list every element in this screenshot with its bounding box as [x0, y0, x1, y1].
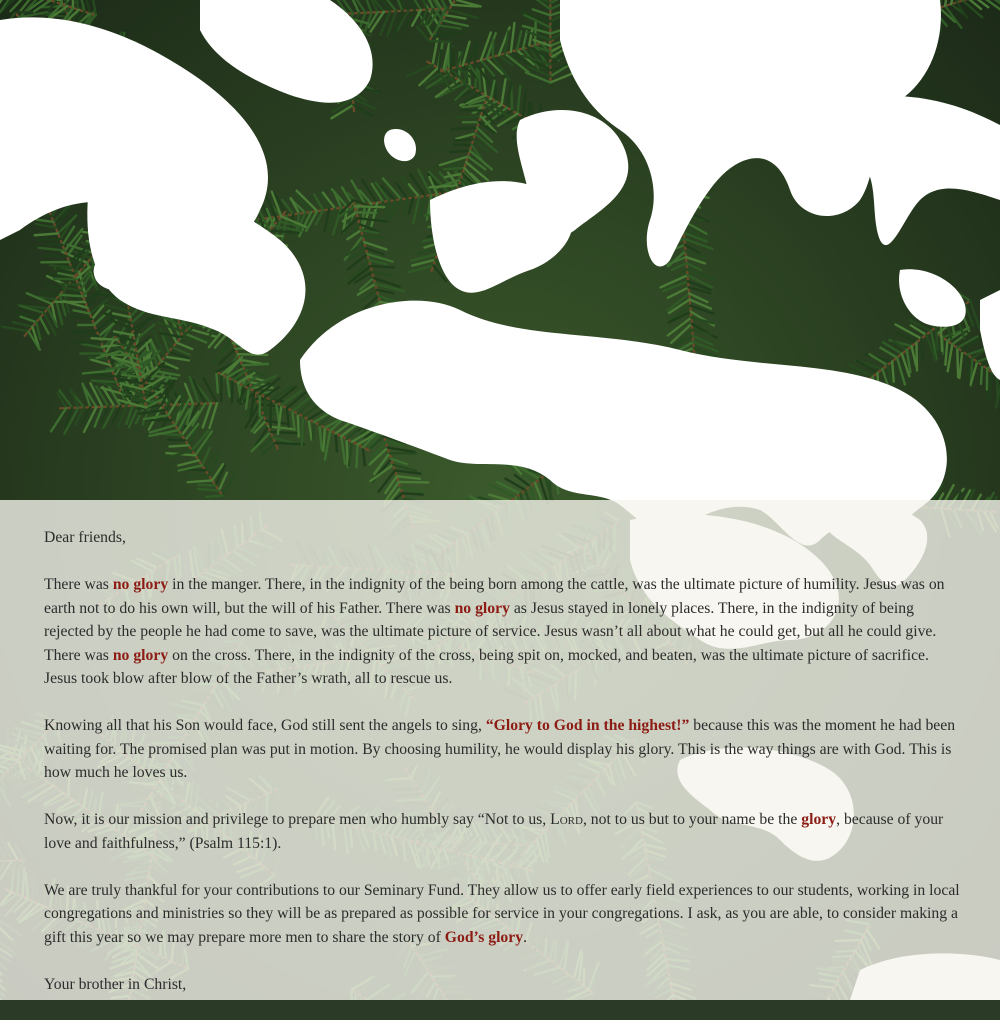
needle [892, 361, 894, 381]
small-caps-word: Lord [550, 811, 583, 828]
needle [170, 445, 189, 446]
needle [221, 374, 222, 401]
needle [265, 397, 266, 414]
needle [432, 35, 455, 36]
needle [60, 284, 79, 285]
needle [429, 41, 451, 42]
needle [363, 236, 384, 237]
needle [967, 355, 968, 377]
needle [206, 496, 222, 497]
needle [355, 206, 384, 207]
text-run: in the manger. There, in the indignity of the being born among the cattle, was the ultimate picture of humility. Jesus was on earth not to do his own will, but the will of his Father. There was [44, 576, 945, 617]
highlighted-phrase: glory [801, 811, 836, 828]
text-run: We are truly thankful for your contributions to our Seminary Fund. They allow us to offer early field experiences to our students, working in local congregations and ministries so they will be as prepared as possible for service in your congregations. I ask, as you are able, to consider making a gift this year so we may prepare more men to share the story of [44, 882, 960, 946]
needle [189, 475, 209, 477]
needle [981, 365, 982, 384]
needle [275, 443, 304, 444]
text-run: Now, it is our mission and privilege to prepare men who humbly say “Not to us, [44, 811, 550, 828]
needle [941, 323, 942, 351]
needle [450, 151, 470, 152]
needle [347, 439, 348, 467]
needle [921, 339, 922, 362]
highlighted-phrase: God’s glory [445, 929, 523, 946]
needle [462, 110, 483, 111]
needle [188, 480, 212, 482]
needle [336, 433, 337, 451]
needle [455, 139, 473, 140]
needle [216, 372, 218, 393]
letter-paragraph-2 [44, 714, 964, 785]
text-run: on the cross. There, in the indignity of the cross, being spit on, mocked, and beaten, was the ultimate picture of sacrifice. Jesus took blow after blow of the Father’s wrath, all to rescue us. [44, 647, 929, 688]
needle [271, 432, 297, 433]
needle [479, 71, 481, 93]
needle [92, 381, 117, 383]
needle [302, 417, 303, 446]
needle [957, 348, 958, 378]
needle [46, 244, 62, 245]
highlighted-phrase: no glory [113, 647, 168, 664]
needle [60, 295, 83, 297]
needle [458, 116, 481, 117]
highlighted-phrase: “Glory to God in the highest!” [486, 717, 690, 734]
needle [198, 485, 215, 486]
letter-paragraph-3 [44, 808, 964, 855]
text-run: . [523, 929, 527, 946]
needle [187, 469, 206, 470]
needle [323, 428, 325, 451]
letter-greeting: Dear friends, [44, 526, 964, 550]
letter-paragraph-1 [44, 573, 964, 691]
text-run: because this was the moment he had been waiting for. The promised plan was put in motion. By choosing humility, he would display his glory. This is the way things are with God. This is how much he loves us. [44, 717, 955, 781]
needle [356, 212, 376, 213]
needle [399, 482, 429, 483]
letter-closing: Your brother in Christ, [44, 973, 964, 997]
needle [402, 493, 422, 494]
needle [242, 364, 268, 365]
highlighted-phrase: no glory [113, 576, 168, 593]
needle [168, 440, 185, 441]
needle [313, 422, 314, 439]
needle [298, 414, 299, 437]
needle [238, 354, 267, 355]
needle [370, 266, 394, 267]
needle [198, 489, 219, 491]
needle [232, 380, 233, 402]
needle [356, 445, 357, 468]
text-run: Knowing all that his Son would face, God still sent the angels to sing, [44, 717, 486, 734]
needle [73, 342, 101, 343]
needle [444, 168, 464, 169]
needle [452, 128, 477, 129]
text-run: , because of your love and faithfulness,” (Psalm 115:1). [44, 811, 943, 852]
letter-paragraph-4 [44, 879, 964, 950]
text-run: as Jesus stayed in lonely places. There, in the indignity of being rejected by the people he had come to save, was the ultimate picture of service. Jesus wasn’t all about what he could get, but all he could give. There was [44, 600, 936, 664]
needle [92, 338, 118, 340]
text-run: , not to us but to your name be the [583, 811, 801, 828]
needle [40, 293, 59, 295]
highlighted-phrase: no glory [455, 600, 510, 617]
letter-body [44, 526, 964, 1020]
text-run: There was [44, 576, 113, 593]
